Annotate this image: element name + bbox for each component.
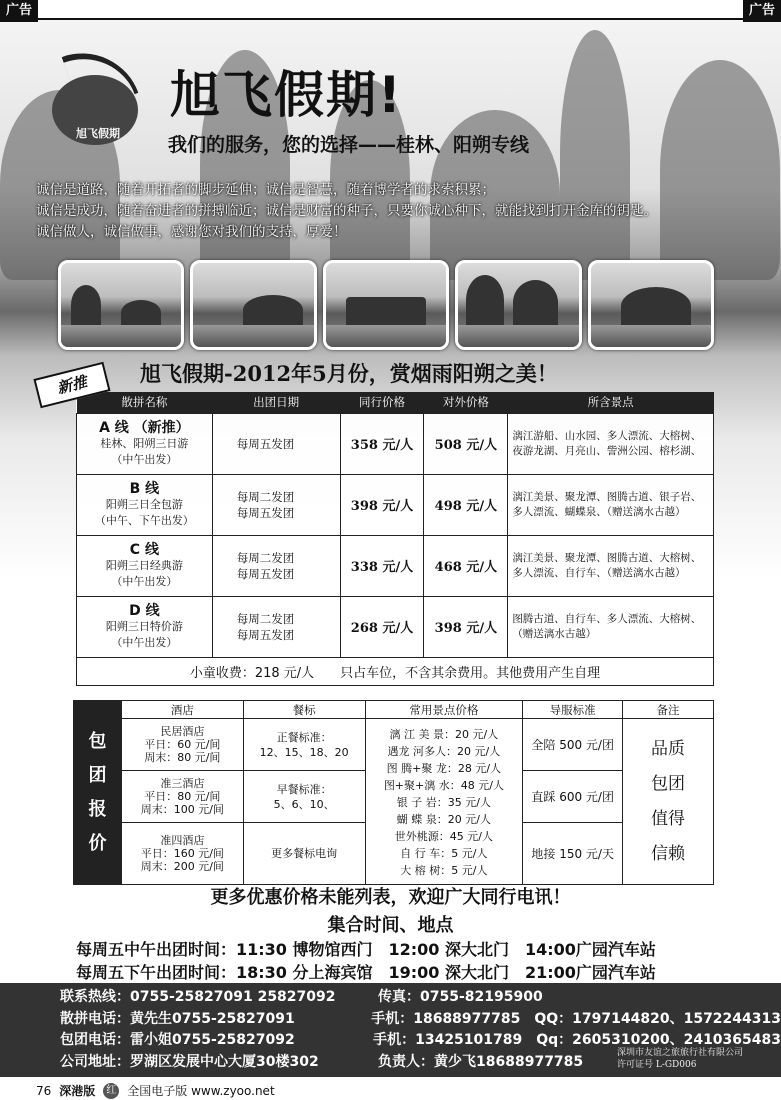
schedule-noon: 每周五中午出团时间：11:30 博物馆西门 12:00 深大北门 14:00广园汽车站	[76, 940, 656, 959]
hotel-cell	[121, 823, 243, 885]
spot-price: 遇龙 河多人：20 元/人	[387, 745, 501, 758]
line-label: A 线 （新推）	[99, 419, 190, 436]
scenery-photo	[58, 260, 184, 350]
remark-line: 包团	[651, 773, 686, 794]
hotel-weekend: 周末：100 元/间	[140, 803, 224, 816]
remark-line: 品质	[651, 738, 686, 759]
spot-price: 大 榕 树：5 元/人	[400, 864, 488, 877]
logo-text: 旭飞假期	[76, 127, 120, 140]
col-peer-price: 同行价格	[340, 392, 424, 413]
package-side-label	[74, 701, 122, 885]
table-row	[77, 596, 714, 657]
remark-line: 信赖	[651, 843, 686, 864]
person-in-charge: 负责人：黄少飞18688977785	[378, 1053, 584, 1070]
contact-row	[60, 987, 781, 1009]
col-spot-prices: 常用景点价格	[365, 701, 523, 719]
peer-price: 338 元/人	[340, 535, 424, 596]
line-date: 每周二发团	[236, 611, 295, 626]
col-dates: 出团日期	[212, 392, 340, 413]
hotel-weekday: 平日：60 元/间	[144, 738, 221, 751]
new-tag: 新推	[33, 362, 110, 409]
hotel-weekday: 平日：160 元/间	[140, 847, 224, 860]
meal-label: 正餐标准：	[276, 730, 332, 744]
public-price: 398 元/人	[424, 596, 508, 657]
line-date: 每周五发团	[236, 566, 295, 581]
public-price: 508 元/人	[424, 413, 508, 474]
contact-footer	[0, 983, 781, 1077]
side-char: 团	[88, 764, 107, 786]
subtitle: 旭飞假期-2012年5月份，赏烟雨阳朔之美！	[140, 361, 558, 386]
table-row	[77, 413, 714, 474]
line-spots: 漓江美景、聚龙潭、图腾古道、大榕树、多人漂流、自行车、（赠送漓水古越）	[508, 535, 714, 596]
page-number: 76	[36, 1083, 52, 1098]
line-spots: 漓江游船、山水园、多人漂流、大榕树、夜游龙湖、月亮山、訾洲公园、榕杉湖、	[508, 413, 714, 474]
more-offers-text: 更多优惠价格未能列表，欢迎广大同行电讯！	[210, 887, 571, 908]
line-date: 每周二发团	[236, 550, 295, 565]
hotel-name: 准三酒店	[160, 777, 205, 790]
group-tour-phone: 散拼电话：黄先生0755-25827091	[60, 1010, 295, 1027]
intro-text	[36, 180, 776, 243]
spot-prices-cell	[365, 719, 523, 885]
table-row	[77, 535, 714, 596]
guide-cell: 全陪 500 元/团	[523, 719, 623, 771]
col-guide: 导服标准	[523, 701, 623, 719]
gather-title: 集合时间、地点	[327, 915, 454, 936]
line-time: （中午出发）	[111, 574, 178, 588]
line-name: 阳朔三日特价游	[105, 619, 183, 633]
agency-name: 深圳市友谊之旅旅行社有限公司	[616, 1048, 743, 1058]
table-note-row	[77, 657, 714, 685]
spot-price: 漓 江 美 景：20 元/人	[389, 728, 499, 741]
meal-cell	[243, 771, 365, 823]
group-tour-mobile: 手机：18688977785 QQ：1797144820、1572244313	[371, 1010, 781, 1027]
agency-info	[617, 1047, 743, 1071]
spot-price: 银 子 岩：35 元/人	[396, 796, 491, 809]
package-table	[73, 700, 714, 885]
hotel-cell	[121, 771, 243, 823]
peer-price: 358 元/人	[340, 413, 424, 474]
table-row	[74, 719, 714, 771]
table-header	[77, 392, 714, 413]
hotel-cell	[121, 719, 243, 771]
line-date: 每周五发团	[236, 436, 295, 451]
hotline: 联系热线：0755-25827091 25827092	[60, 989, 336, 1005]
col-spots: 所含景点	[508, 392, 714, 413]
col-remark: 备注	[623, 701, 714, 719]
spot-price: 图+聚+漓 水：48 元/人	[383, 779, 504, 792]
page-footer	[36, 1082, 275, 1099]
col-name: 散拼名称	[77, 392, 213, 413]
public-price: 498 元/人	[424, 474, 508, 535]
spot-price: 蝴 蝶 泉：20 元/人	[396, 813, 491, 826]
peer-price: 398 元/人	[340, 474, 424, 535]
intro-line: 诚信是成功，随着奋进者的拼搏临近；诚信是财富的种子，只要你诚心种下，就能找到打开金库的钥匙。	[36, 203, 657, 219]
hotel-weekend: 周末：200 元/间	[140, 860, 224, 873]
ad-tag-left: 广告	[0, 0, 38, 22]
contact-row	[60, 1009, 781, 1031]
guide-cell: 地接 150 元/天	[523, 823, 623, 885]
scenery-photo	[323, 260, 449, 350]
charter-mobile: 手机：13425101789 Qq：2605310200、2410365483	[373, 1032, 781, 1048]
line-time: （中午出发）	[111, 452, 178, 466]
line-label: B 线	[129, 480, 160, 497]
edition: 深港版	[59, 1084, 96, 1098]
scenery-photo	[190, 260, 316, 350]
line-name: 阳朔三日经典游	[105, 558, 183, 572]
company-address: 公司地址：罗湖区发展中心大厦30楼302	[60, 1053, 319, 1070]
license-number: 许可证号 L-GD006	[616, 1060, 697, 1070]
scenery-photo	[588, 260, 714, 350]
fax: 传真：0755-82195900	[378, 989, 543, 1005]
col-public-price: 对外价格	[424, 392, 508, 413]
intro-line: 诚信做人，诚信做事，感谢您对我们的支持，厚爱！	[36, 224, 347, 240]
line-spots: 漓江美景、聚龙潭、图腾古道、银子岩、多人漂流、蝴蝶泉、（赠送漓水古越）	[508, 474, 714, 535]
line-date: 每周二发团	[236, 489, 295, 504]
spot-price: 图 腾+聚 龙：28 元/人	[386, 762, 502, 775]
site-link[interactable]: 全国电子版 www.zyoo.net	[127, 1084, 275, 1098]
tour-lines-table	[76, 392, 714, 686]
child-fee-note: 小童收费：218 元/人 只占车位，不含其余费用。其他费用产生自理	[77, 657, 714, 685]
public-price: 468 元/人	[424, 535, 508, 596]
meal-label: 早餐标准：	[276, 782, 332, 796]
line-name: 桂林、阳朔三日游	[100, 436, 189, 450]
line-time: （中午、下午出发）	[94, 513, 194, 527]
peer-price: 268 元/人	[340, 596, 424, 657]
table-row	[77, 474, 714, 535]
remark-line: 值得	[651, 808, 686, 829]
line-date: 每周五发团	[236, 505, 295, 520]
meal-values: 5、6、10、	[273, 797, 335, 811]
charter-phone: 包团电话：雷小姐0755-25827092	[60, 1032, 295, 1048]
meal-cell: 更多餐标电询	[243, 823, 365, 885]
brand-title: 旭飞假期!	[170, 66, 403, 124]
ad-tag-right: 广告	[743, 0, 781, 22]
line-time: （中午出发）	[111, 635, 178, 649]
slogan: 我们的服务，您的选择——桂林、阳朔专线	[168, 134, 530, 156]
table-header	[74, 701, 714, 719]
col-hotel: 酒店	[121, 701, 243, 719]
line-label: C 线	[129, 541, 159, 558]
schedule-afternoon: 每周五下午出团时间：18:30 分上海宾馆 19:00 深大北门 21:00广园汽车站	[76, 963, 656, 982]
intro-line: 诚信是道路，随着开拓者的脚步延伸；诚信是智慧，随着博学者的求索积累；	[36, 182, 495, 198]
hotel-weekday: 平日：80 元/间	[144, 790, 221, 803]
scenery-photo	[455, 260, 581, 350]
side-char: 包	[88, 730, 107, 752]
guide-cell: 直踩 600 元/团	[523, 771, 623, 823]
remark-cell	[623, 719, 714, 885]
line-spots: 图腾古道、自行车、多人漂流、大榕树、（赠送漓水古越）	[508, 596, 714, 657]
spot-price: 自 行 车：5 元/人	[400, 847, 488, 860]
hotel-weekend: 周末：80 元/间	[144, 751, 221, 764]
meal-values: 12、15、18、20	[259, 745, 349, 759]
hotel-name: 准四酒店	[160, 834, 205, 847]
hotel-name: 民居酒店	[160, 725, 205, 738]
spot-price: 世外桃源：45 元/人	[394, 830, 493, 843]
line-name: 阳朔三日全包游	[105, 497, 183, 511]
side-char: 报	[88, 798, 107, 820]
col-meal: 餐标	[243, 701, 365, 719]
line-label: D 线	[129, 602, 160, 619]
side-char: 价	[88, 832, 107, 854]
meal-cell	[243, 719, 365, 771]
line-date: 每周五发团	[236, 627, 295, 642]
edition-badge-icon: 红	[103, 1083, 119, 1099]
brand-logo	[52, 45, 140, 145]
photo-strip	[58, 260, 714, 350]
